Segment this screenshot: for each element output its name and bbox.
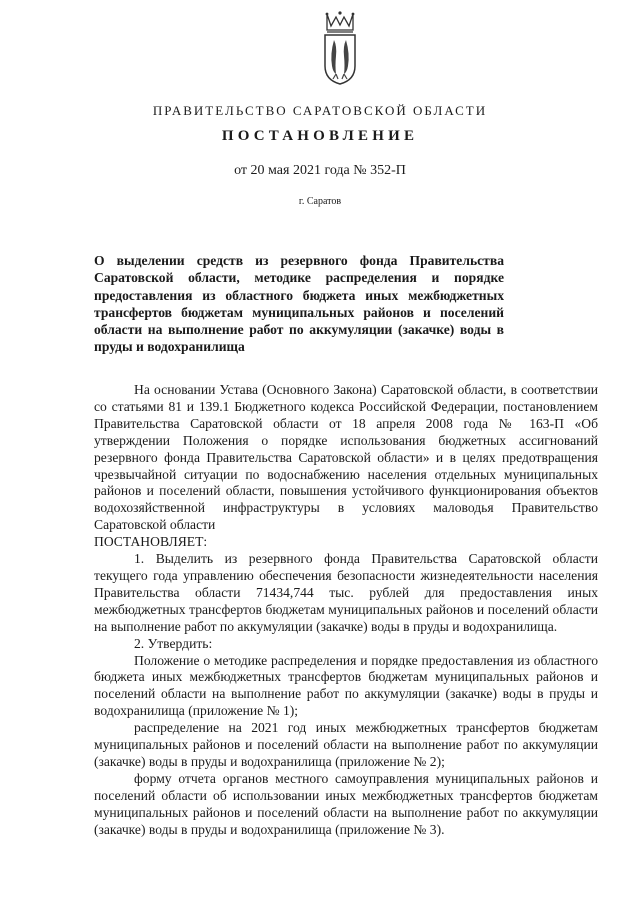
government-name: ПРАВИТЕЛЬСТВО САРАТОВСКОЙ ОБЛАСТИ (152, 103, 488, 118)
document-body (94, 382, 598, 838)
document-city: г. Саратов (298, 196, 342, 207)
item-2-subitem-2: распределение на 2021 год иных межбюджетных трансфертов бюджетам муниципальных районов и поселений области на выполнение работ по аккумуляции (закачке) воды в пруды и водохранилища (приложение № 2); (94, 720, 598, 769)
decree-word: ПОСТАНОВЛЯЕТ: (94, 534, 208, 550)
preamble-paragraph: На основании Устава (Основного Закона) Саратовской области, в соответствии со статьями 81 и 139.1 Бюджетного кодекса Российской Федерации, постановлением Правительства Саратовской области от 18 апреля 2008 года № 163-П «Об утверждении Положения о порядке использования бюджетных ассигнований резервного фонда Правительства Саратовской области» и в целях предотвращения чрезвычайной ситуации по водоснабжению населения отдельных муниципальных районов и поселений области, повышения устойчивого функционирования объектов водохозяйственной инфраструктуры в условиях маловодья Правительство Саратовской области (94, 382, 598, 533)
item-1-paragraph: 1. Выделить из резервного фонда Правительства Саратовской области текущего года управлению обеспечения безопасности жизнедеятельности населения Правительства области 71434,744 тыс. рублей для предоставления иных межбюджетных трансфертов бюджетам муниципальных районов и поселений области на выполнение работ по аккумуляции (закачке) воды в пруды и водохранилища. (94, 551, 598, 634)
item-2-subitem-1: Положение о методике распределения и порядке предоставления из областного бюджета иных межбюджетных трансфертов бюджетам муниципальных районов и поселений области на выполнение работ по аккумуляции (закачке) воды в пруды и водохранилища (приложение № 1); (94, 652, 598, 719)
item-2-heading: 2. Утвердить: (134, 635, 213, 651)
document-title: О выделении средств из резервного фонда Правительства Саратовской области, методике распределения и порядке предоставления из областного бюджета иных межбюджетных трансфертов бюджетам муниципальных районов и поселений области на выполнение работ по аккумуляции (закачке) воды в пруды и водохранилища (94, 253, 504, 355)
item-2-subitem-3: форму отчета органов местного самоуправления муниципальных районов и поселений области об использовании иных межбюджетных трансфертов бюджетам муниципальных районов и поселений области на выполнение работ по аккумуляции (закачке) воды в пруды и водохранилища (приложение № 3). (94, 770, 598, 837)
document-type: ПОСТАНОВЛЕНИЕ (221, 128, 419, 144)
saratov-coat-of-arms-icon (318, 10, 362, 86)
document-date-number: от 20 мая 2021 года № 352-П (234, 163, 406, 178)
